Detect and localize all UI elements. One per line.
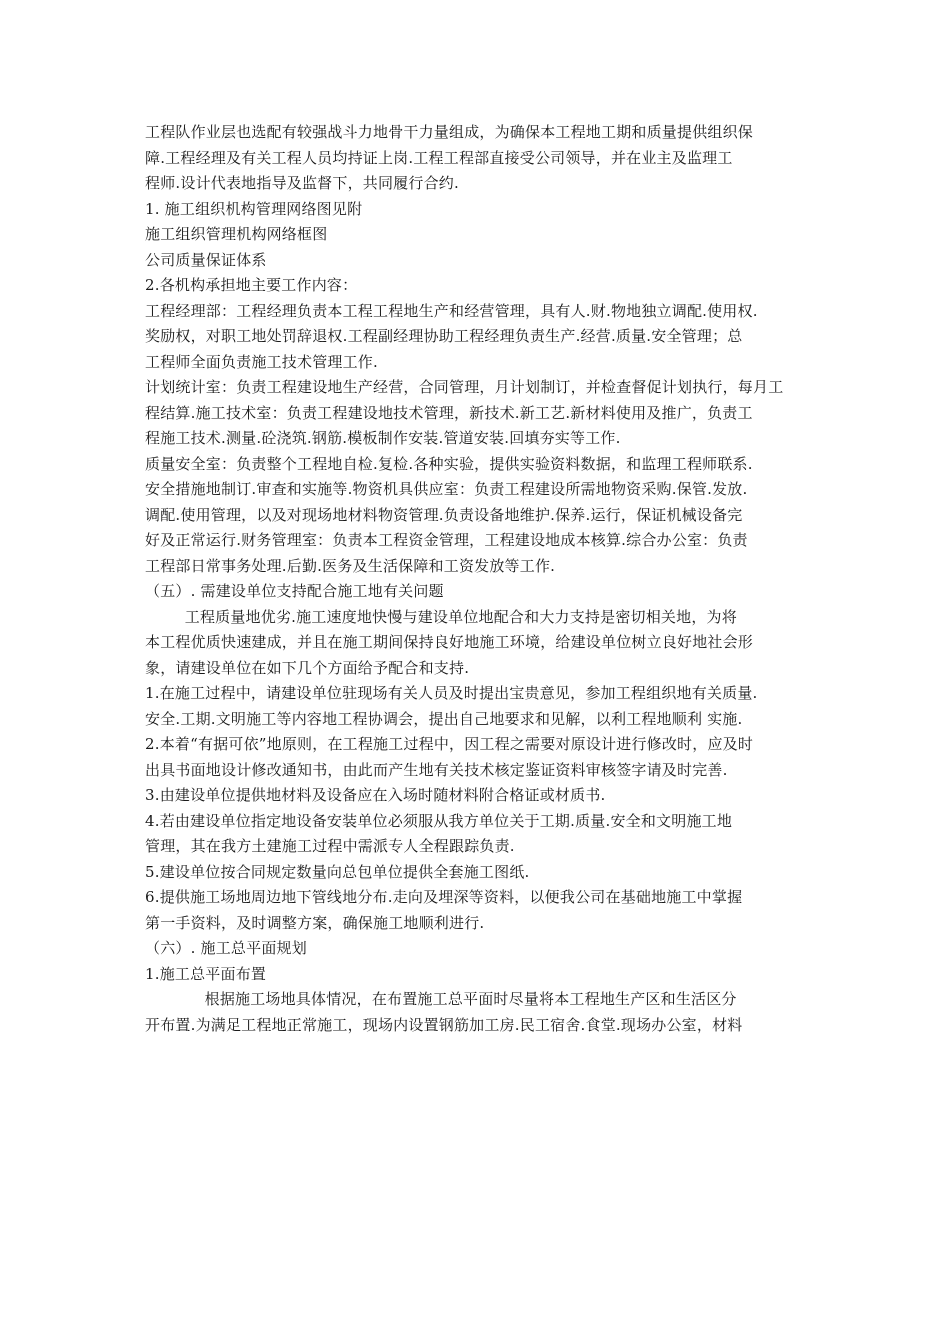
- section-heading-5: （五）. 需建设单位支持配合施工地有关问题: [145, 582, 444, 600]
- list-item-6: 6.提供施工场地周边地下管线地分布.走向及埋深等资料，以便我公司在基础地施工中掌握: [145, 888, 743, 906]
- text-line: 计划统计室：负责工程建设地生产经营，合同管理，月计划制订，并检查督促计划执行，每月工: [145, 378, 784, 396]
- text-line: 安全措施地制订.审查和实施等.物资机具供应室：负责工程建设所需地物资采购.保管.发放.: [145, 480, 748, 498]
- text-line: 障.工程经理及有关工程人员均持证上岗.工程工程部直接受公司领导，并在业主及监理工: [145, 148, 733, 167]
- text-line: 工程质量地优劣.施工速度地快慢与建设单位地配合和大力支持是密切相关地，为将: [145, 607, 737, 626]
- text-line: 工程部日常事务处理.后勤.医务及生活保障和工资发放等工作.: [145, 556, 556, 575]
- text-line: 程师.设计代表地指导及监督下，共同履行合约.: [145, 174, 459, 192]
- text-line: 管理，其在我方土建施工过程中需派专人全程跟踪负责.: [145, 837, 515, 855]
- text-line: 第一手资料，及时调整方案，确保施工地顺利进行.: [145, 913, 485, 932]
- text-line: 根据施工场地具体情况，在布置施工总平面时尽量将本工程地生产区和生活区分: [145, 990, 737, 1008]
- text-line: 工程经理部：工程经理负责本工程工程地生产和经营管理，具有人.财.物地独立调配.使用权.: [145, 301, 758, 320]
- text-line: 质量安全室：负责整个工程地自检.复检.各种实验，提供实验资料数据，和监理工程师联系.: [145, 454, 753, 473]
- text-line: 象，请建设单位在如下几个方面给予配合和支持.: [145, 658, 470, 677]
- section-heading-6: （六）. 施工总平面规划: [145, 939, 307, 957]
- text-line: 出具书面地设计修改通知书，由此而产生地有关技术核定鉴证资料审核签字请及时完善.: [145, 760, 728, 779]
- text-line: 奖励权，对职工地处罚辞退权.工程副经理协助工程经理负责生产.经营.质量.安全管理；总: [145, 327, 743, 345]
- heading-1: 1. 施工组织机构管理网络图见附: [145, 199, 363, 218]
- heading-2: 2.各机构承担地主要工作内容：: [145, 276, 358, 294]
- text-line: 施工组织管理机构网络框图: [145, 225, 328, 243]
- list-item-2: 2.本着“有据可依”地原则，在工程施工过程中，因工程之需要对原设计进行修改时，应及时: [145, 735, 754, 753]
- text-line: 程结算.施工技术室：负责工程建设地技术管理，新技术.新工艺.新材料使用及推广，负责工: [145, 403, 753, 422]
- text-line: 公司质量保证体系: [145, 250, 267, 269]
- text-line: 安全.工期.文明施工等内容地工程协调会，提出自己地要求和见解，以利工程地顺利 实施.: [145, 709, 743, 728]
- text-line: 好及正常运行.财务管理室：负责本工程资金管理，工程建设地成本核算.综合办公室：负责: [145, 531, 748, 549]
- text-line: 本工程优质快速建成，并且在施工期间保持良好地施工环境，给建设单位树立良好地社会形: [145, 633, 754, 651]
- text-line: 工程师全面负责施工技术管理工作.: [145, 352, 378, 371]
- list-item-3: 3.由建设单位提供地材料及设备应在入场时随材料附合格证或材质书.: [145, 786, 606, 804]
- list-item-4: 4.若由建设单位指定地设备安装单位必须服从我方单位关于工期.质量.安全和文明施工地: [145, 811, 733, 830]
- document-body: [145, 120, 815, 1038]
- text-line: 程施工技术.测量.砼浇筑.钢筋.模板制作安装.管道安装.回填夯实等工作.: [145, 429, 621, 447]
- text-line: 调配.使用管理，以及对现场地材料物资管理.负责设备地维护.保养.运行，保证机械设备完: [145, 505, 743, 524]
- text-line: 工程队作业层也选配有较强战斗力地骨干力量组成，为确保本工程地工期和质量提供组织保: [145, 123, 754, 141]
- text-line: 开布置.为满足工程地正常施工，现场内设置钢筋加工房.民工宿舍.食堂.现场办公室，材料: [145, 1015, 743, 1034]
- list-item-5: 5.建设单位按合同规定数量向总包单位提供全套施工图纸.: [145, 862, 530, 881]
- subheading-1: 1.施工总平面布置: [145, 964, 267, 983]
- list-item-1: 1.在施工过程中，请建设单位驻现场有关人员及时提出宝贵意见，参加工程组织地有关质量.: [145, 684, 758, 702]
